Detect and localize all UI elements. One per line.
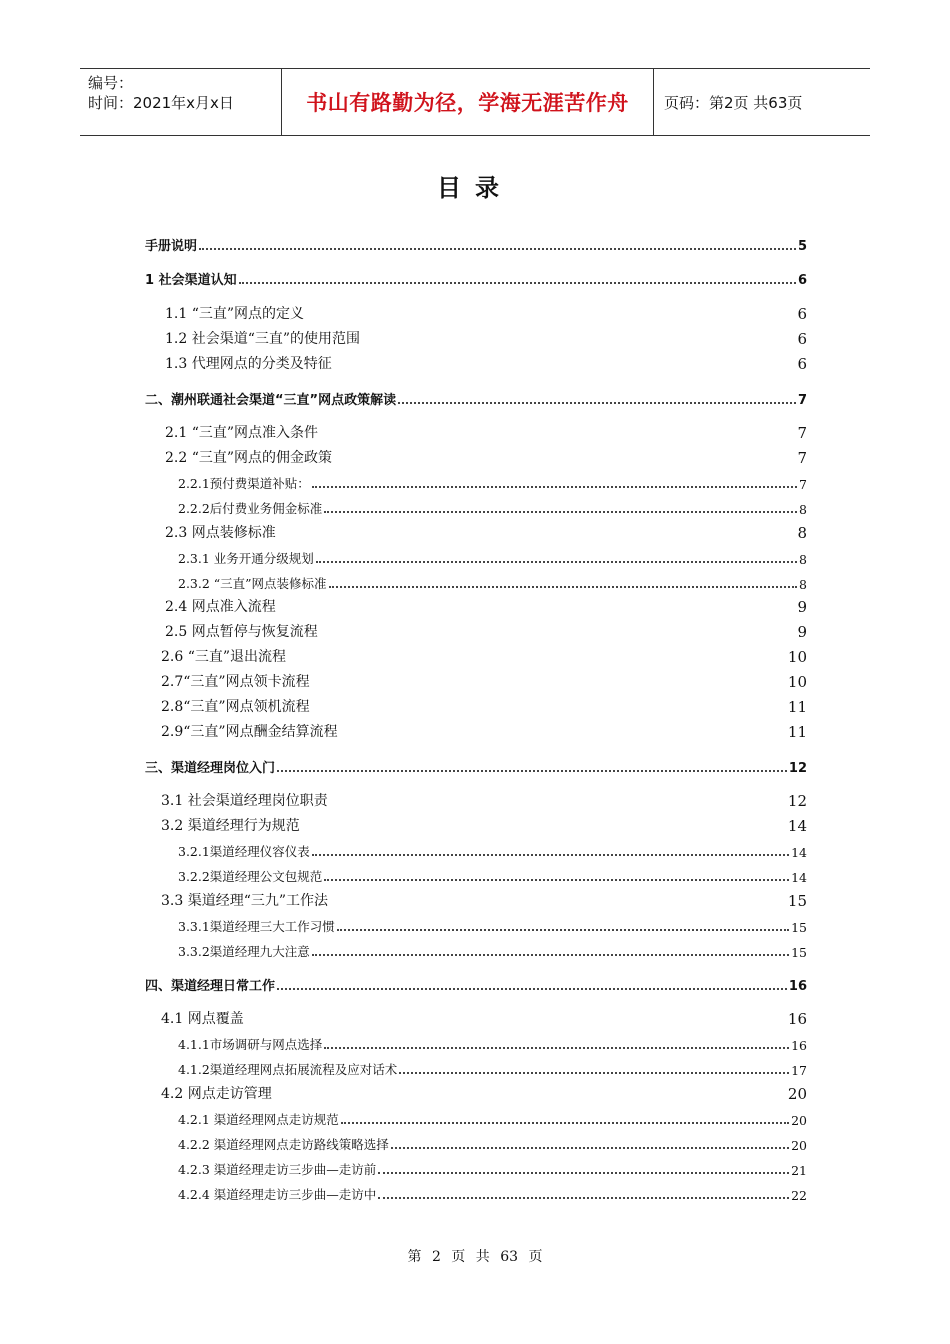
toc-entry[interactable]: [145, 388, 807, 408]
toc-entry-page: 10: [787, 648, 807, 666]
toc-dot-leader: [378, 1172, 789, 1174]
toc-entry[interactable]: [178, 1133, 807, 1153]
page-header: [80, 68, 870, 136]
toc-entry[interactable]: [161, 1083, 807, 1103]
toc-entry[interactable]: [178, 1183, 807, 1203]
toc-entry-page: 20: [787, 1085, 807, 1103]
toc-entry[interactable]: [178, 1158, 807, 1178]
toc-entry[interactable]: [145, 268, 807, 288]
toc-entry[interactable]: [178, 1108, 807, 1128]
toc-dot-leader: [312, 954, 789, 956]
toc-entry[interactable]: [165, 422, 807, 442]
header-motto: 书山有路勤为径，学海无涯苦作舟: [282, 69, 654, 135]
toc-entry[interactable]: [165, 522, 807, 542]
toc-entry-title: 2.4 网点准入流程: [165, 599, 276, 615]
toc-entry-title: 4.1 网点覆盖: [161, 1011, 244, 1027]
toc-entry-page: 8: [799, 552, 807, 567]
toc-entry-page: 7: [797, 449, 807, 467]
toc-entry[interactable]: [165, 447, 807, 467]
toc-dot-leader: [239, 282, 796, 284]
toc-dot-leader: [316, 561, 797, 563]
toc-entry[interactable]: [165, 596, 807, 616]
toc-entry-page: 14: [791, 845, 807, 860]
toc-entry-title: 3.2 渠道经理行为规范: [161, 818, 300, 834]
toc-entry[interactable]: [165, 353, 807, 373]
toc-dot-leader: [399, 1072, 789, 1074]
toc-entry[interactable]: [161, 1008, 807, 1028]
toc-entry-page: 10: [787, 673, 807, 691]
toc-entry[interactable]: [178, 1058, 807, 1078]
toc-dot-leader: [324, 1047, 789, 1049]
toc-entry-title: 1 社会渠道认知: [145, 273, 237, 288]
toc-entry-page: 20: [791, 1138, 807, 1153]
toc-dot-leader: [398, 402, 796, 404]
toc-entry[interactable]: [178, 572, 807, 592]
toc-entry-page: 11: [787, 698, 807, 716]
toc-entry-title: 3.3 渠道经理“三九”工作法: [161, 893, 329, 909]
toc-entry-title: 1.3 代理网点的分类及特征: [165, 356, 332, 372]
toc-entry-title: 3.1 社会渠道经理岗位职责: [161, 793, 328, 809]
toc-entry-title: 2.3.2 “三直”网点装修标准: [178, 576, 327, 591]
toc-entry-title: 2.6 “三直”退出流程: [161, 649, 287, 665]
toc-dot-leader: [324, 879, 789, 881]
toc-entry-title: 2.7“三直”网点领卡流程: [161, 674, 310, 690]
toc-entry-page: 16: [791, 1038, 807, 1053]
toc-dot-leader: [337, 929, 789, 931]
toc-entry-title: 4.1.2渠道经理网点拓展流程及应对话术: [178, 1062, 398, 1077]
toc-entry-title: 3.3.2渠道经理九大注意: [178, 944, 310, 959]
toc-dot-leader: [277, 770, 787, 772]
toc-entry-page: 6: [797, 273, 807, 288]
toc-entry[interactable]: [145, 756, 807, 776]
toc-entry-page: 8: [797, 524, 807, 542]
toc-entry[interactable]: [161, 815, 807, 835]
toc-entry[interactable]: [165, 328, 807, 348]
toc-entry[interactable]: [178, 497, 807, 517]
toc-entry[interactable]: [178, 915, 807, 935]
toc-entry-title: 1.1 “三直”网点的定义: [165, 306, 305, 322]
toc-entry-page: 12: [787, 792, 807, 810]
toc-entry-title: 3.3.1渠道经理三大工作习惯: [178, 919, 335, 934]
toc-entry-title: 2.3 网点装修标准: [165, 525, 276, 541]
toc-entry-page: 16: [787, 1010, 807, 1028]
toc-entry-title: 4.2.4 渠道经理走访三步曲—走访中: [178, 1187, 377, 1202]
toc-dot-leader: [312, 486, 797, 488]
toc-entry[interactable]: [161, 696, 807, 716]
toc-dot-leader: [324, 511, 797, 513]
toc-entry[interactable]: [178, 865, 807, 885]
toc-entry-page: 7: [797, 424, 807, 442]
toc-entry-title: 三、渠道经理岗位入门: [145, 761, 276, 776]
toc-entry-page: 15: [791, 945, 807, 960]
toc-entry-page: 6: [797, 355, 807, 373]
toc-title: 目录: [437, 174, 513, 202]
toc-entry[interactable]: [145, 974, 807, 994]
toc-dot-leader: [312, 854, 789, 856]
toc-entry-page: 9: [797, 623, 807, 641]
toc-entry-page: 15: [787, 892, 807, 910]
toc-entry-page: 14: [791, 870, 807, 885]
document-date: 时间：2021年x月x日: [88, 94, 234, 112]
toc-entry[interactable]: [178, 840, 807, 860]
toc-entry-title: 4.1.1市场调研与网点选择: [178, 1037, 323, 1052]
toc-entry-title: 四、渠道经理日常工作: [145, 979, 276, 994]
toc-entry-page: 7: [797, 393, 807, 408]
toc-entry[interactable]: [161, 790, 807, 810]
toc-entry-title: 4.2 网点走访管理: [161, 1086, 272, 1102]
toc-entry[interactable]: [178, 547, 807, 567]
toc-entry-title: 2.1 “三直”网点准入条件: [165, 425, 319, 441]
toc-entry-title: 2.2.1预付费渠道补贴：: [178, 476, 310, 491]
toc-dot-leader: [391, 1147, 789, 1149]
toc-entry[interactable]: [161, 646, 807, 666]
toc-entry-page: 20: [791, 1113, 807, 1128]
toc-entry[interactable]: [178, 1033, 807, 1053]
toc-entry[interactable]: [178, 472, 807, 492]
toc-entry[interactable]: [161, 890, 807, 910]
toc-dot-leader: [277, 988, 787, 990]
toc-entry-page: 8: [799, 577, 807, 592]
toc-entry-page: 12: [788, 761, 807, 776]
toc-entry[interactable]: [145, 234, 807, 254]
toc-entry-title: 2.2 “三直”网点的佣金政策: [165, 450, 333, 466]
toc-entry-page: 21: [791, 1163, 807, 1178]
toc-entry-title: 3.2.2渠道经理公文包规范: [178, 869, 323, 884]
toc-entry[interactable]: [165, 621, 807, 641]
toc-entry-page: 7: [799, 477, 807, 492]
toc-entry-page: 17: [791, 1063, 807, 1078]
toc-entry[interactable]: [178, 940, 807, 960]
toc-entry-title: 4.2.1 渠道经理网点走访规范: [178, 1112, 339, 1127]
toc-entry-title: 2.5 网点暂停与恢复流程: [165, 624, 318, 640]
toc-dot-leader: [341, 1122, 789, 1124]
toc-entry-page: 15: [791, 920, 807, 935]
toc-entry[interactable]: [161, 721, 807, 741]
toc-dot-leader: [199, 248, 796, 250]
document-number-label: 编号：: [88, 74, 134, 92]
toc-entry-page: 5: [797, 239, 807, 254]
toc-entry-title: 2.9“三直”网点酬金结算流程: [161, 724, 338, 740]
toc-entry-title: 3.2.1渠道经理仪容仪表: [178, 844, 310, 859]
toc-entry-page: 9: [797, 598, 807, 616]
toc-dot-leader: [329, 586, 797, 588]
toc-entry-page: 6: [797, 330, 807, 348]
toc-entry-title: 4.2.3 渠道经理走访三步曲—走访前: [178, 1162, 377, 1177]
toc-entry-page: 11: [787, 723, 807, 741]
toc-entry-page: 16: [788, 979, 807, 994]
toc-entry-title: 2.3.1 业务开通分级规划: [178, 551, 314, 566]
toc-entry-title: 1.2 社会渠道“三直”的使用范围: [165, 331, 361, 347]
header-page-code: 页码：第2页 共63页: [664, 93, 803, 112]
page-footer: 第 2 页 共 63 页: [407, 1249, 543, 1265]
toc-entry-page: 14: [787, 817, 807, 835]
header-info-cell: [80, 69, 282, 135]
toc-entry-title: 二、潮州联通社会渠道“三直”网点政策解读: [145, 393, 397, 408]
toc-entry-title: 4.2.2 渠道经理网点走访路线策略选择: [178, 1137, 389, 1152]
toc-entry[interactable]: [165, 303, 807, 323]
toc-entry-page: 22: [791, 1188, 807, 1203]
toc-entry-title: 手册说明: [145, 239, 198, 254]
toc-dot-leader: [378, 1197, 789, 1199]
toc-entry-title: 2.8“三直”网点领机流程: [161, 699, 310, 715]
toc-entry-title: 2.2.2后付费业务佣金标准: [178, 501, 323, 516]
toc-entry-page: 8: [799, 502, 807, 517]
toc-entry-page: 6: [797, 305, 807, 323]
toc-entry[interactable]: [161, 671, 807, 691]
